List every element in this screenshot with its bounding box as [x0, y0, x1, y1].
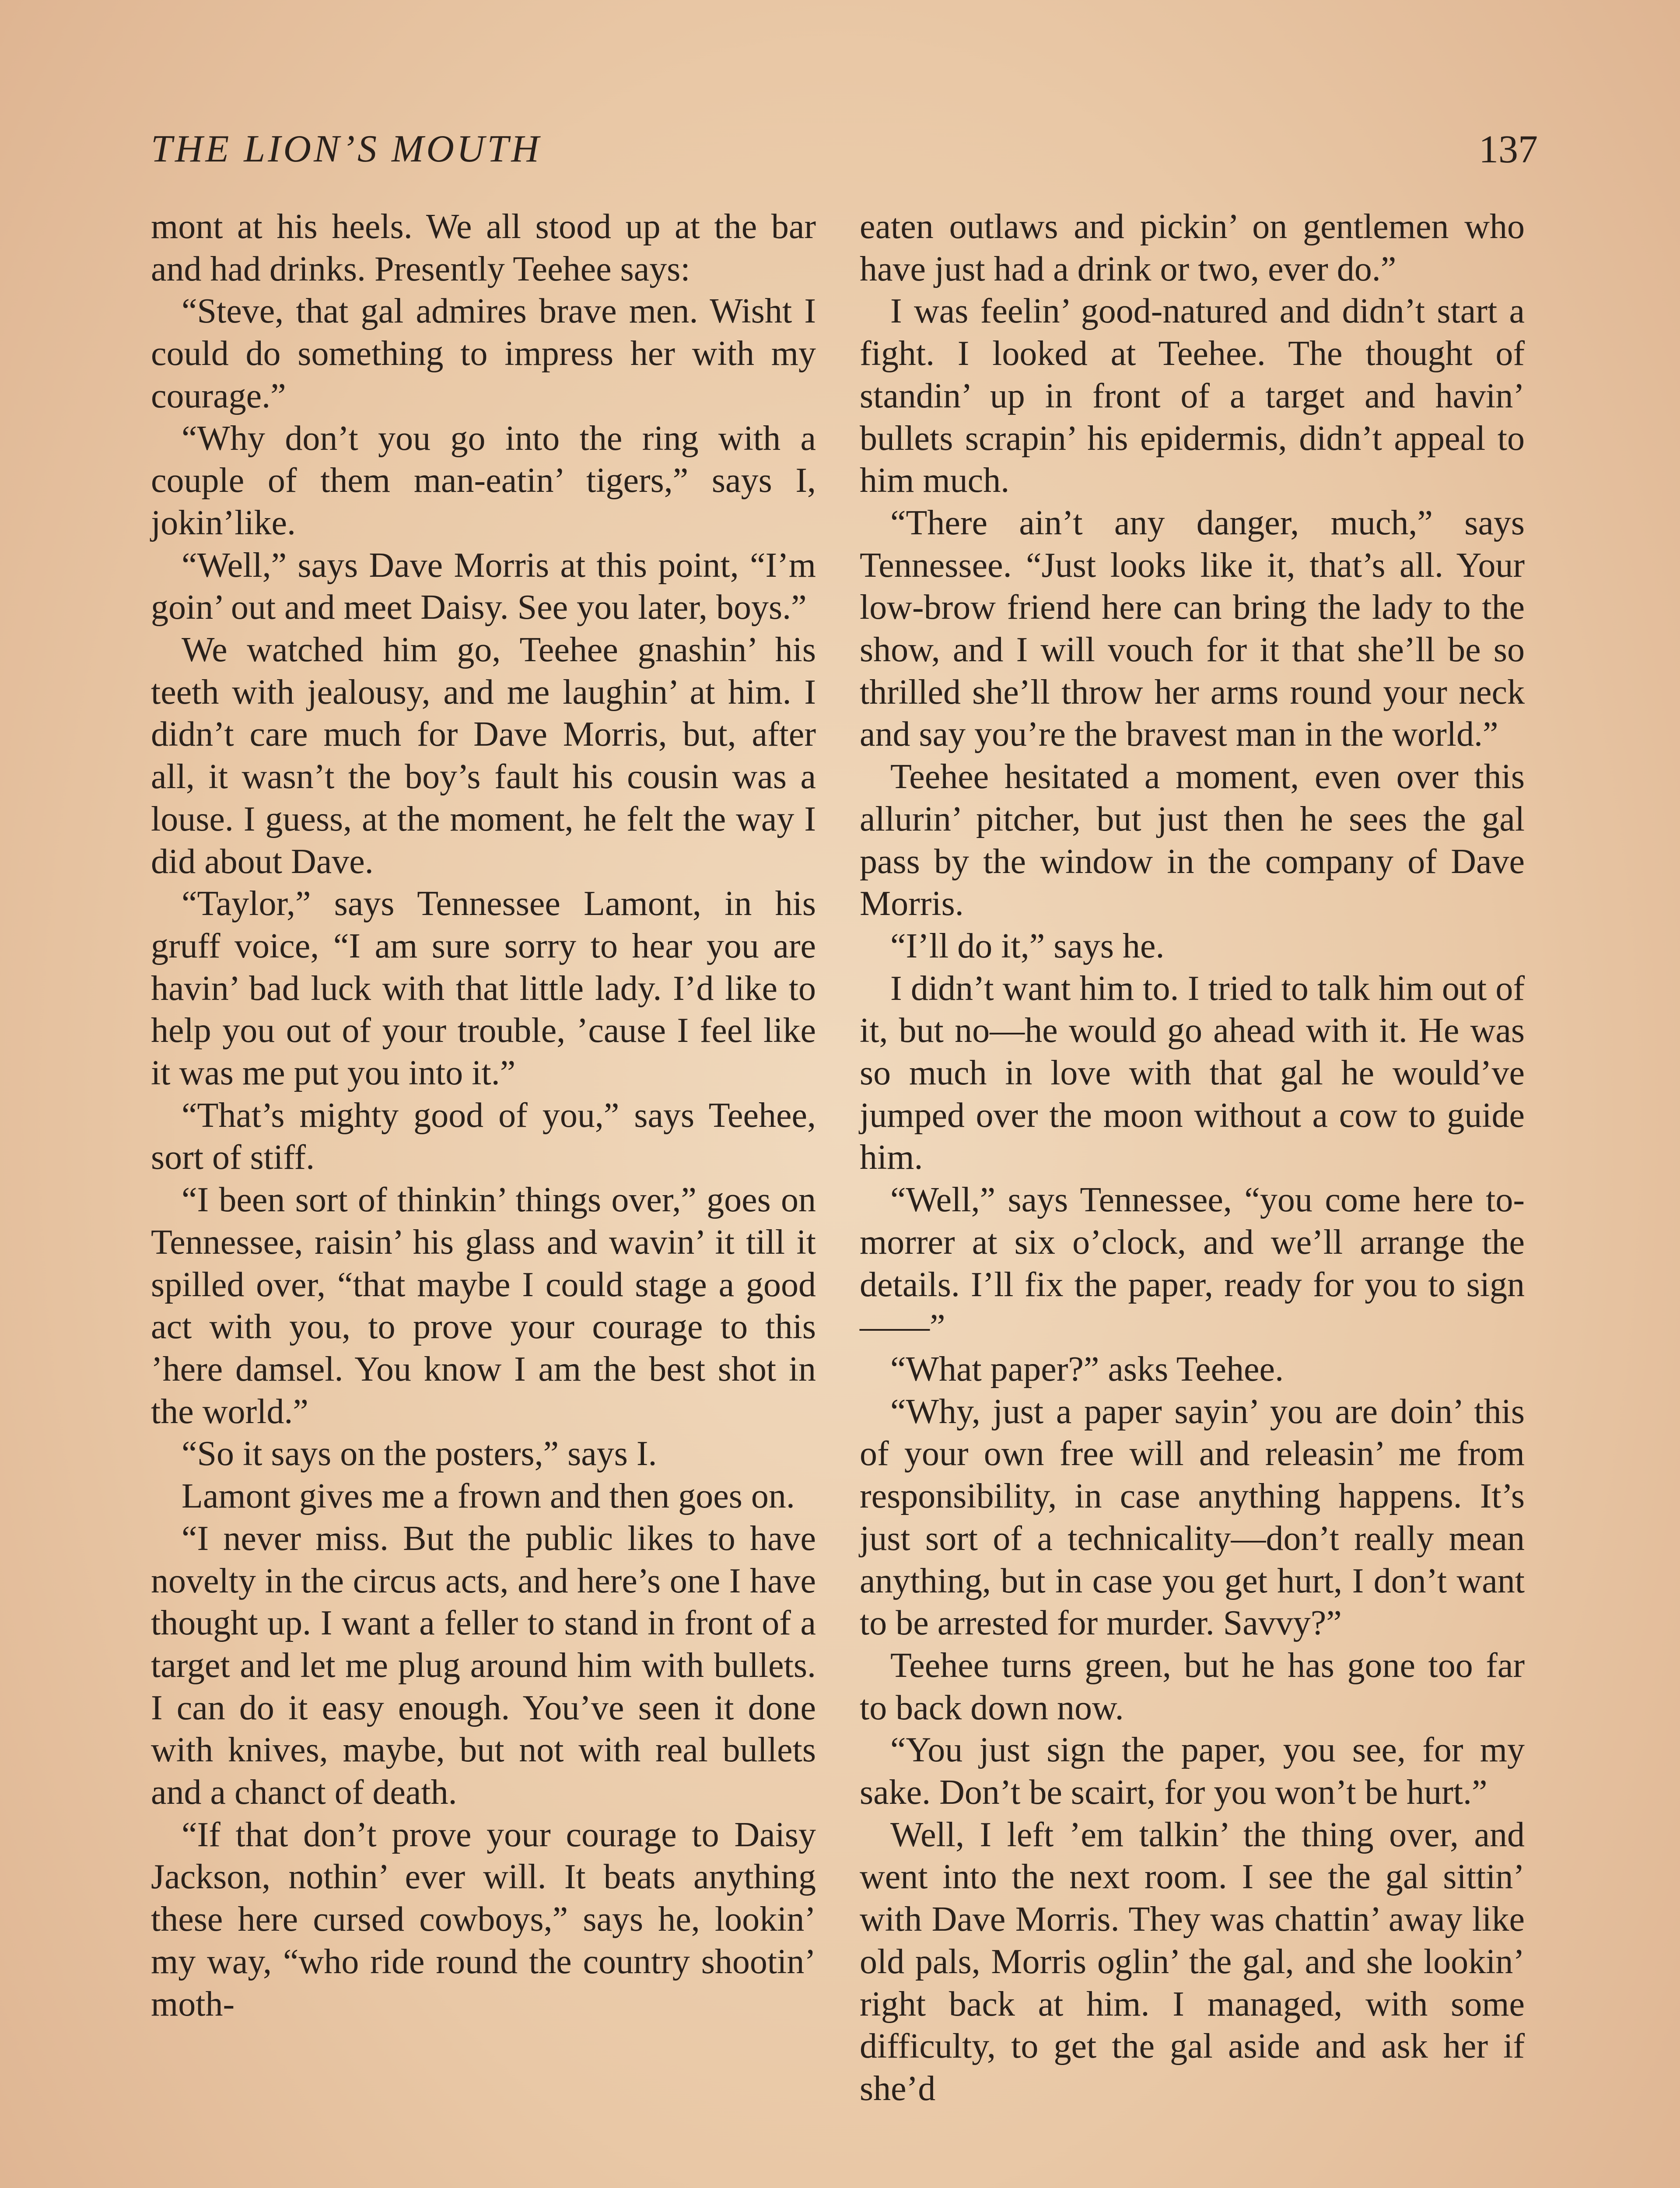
paragraph: “Taylor,” says Tennessee Lamont, in his gruff voice, “I am sure sorry to hear you are havin’ bad luck with that little lady. I’d like to help you out of your trouble, ’cause I feel like it was me put you into it.”	[151, 884, 816, 1093]
paragraph: Lamont gives me a frown and then goes on.	[182, 1477, 795, 1516]
paragraph: Teehee hesitated a moment, even over this allurin’ pitcher, but just then he sees the gal pass by the window in the company of Dave Morris.	[860, 757, 1525, 923]
paragraph: “I’ll do it,” says he.	[890, 926, 1165, 965]
paragraph: Teehee turns green, but he has gone too far to back down now.	[860, 1646, 1525, 1727]
paragraph: “Well,” says Dave Morris at this point, “I’m goin’ out and meet Daisy. See you later, boys.”	[151, 546, 816, 627]
paragraph: “I been sort of thinkin’ things over,” goes on Tennessee, raisin’ his glass and wavin’ it till it spilled over, “that maybe I could stage a good act with you, to prove your courage to this ’here damsel. You know I am the best shot in the world.”	[151, 1181, 816, 1431]
right-column	[860, 206, 1525, 2110]
running-title: THE LION’S MOUTH	[151, 128, 542, 170]
paragraph: “What paper?” asks Teehee.	[890, 1350, 1284, 1389]
paragraph: “You just sign the paper, you see, for my sake. Don’t be scairt, for you won’t be hurt.”	[860, 1731, 1525, 1812]
paragraph: “So it says on the posters,” says I.	[182, 1434, 657, 1473]
paragraph: “Well,” says Tennessee, “you come here to-morrer at six o’clock, and we’ll arrange the details. I’ll fix the paper, ready for you to sign——”	[860, 1181, 1525, 1346]
paragraph: eaten outlaws and pickin’ on gentlemen who have just had a drink or two, ever do.”	[860, 207, 1525, 288]
left-column	[151, 206, 816, 2025]
page-header	[151, 127, 1538, 179]
paragraph: “There ain’t any danger, much,” says Tennessee. “Just looks like it, that’s all. Your low-brow friend here can bring the lady to the show, and I will vouch for it that she’ll be so thrilled she’ll throw her arms round your neck and say you’re the bravest man in the world.”	[860, 503, 1525, 754]
paragraph: I was feelin’ good-natured and didn’t start a fight. I looked at Teehee. The thought of standin’ up in front of a target and havin’ bullets scrapin’ his epidermis, didn’t appeal to him much.	[860, 292, 1525, 500]
paragraph: “I never miss. But the public likes to have novelty in the circus acts, and here’s one I have thought up. I want a feller to stand in front of a target and let me plug around him with bullets. I can do it easy enough. You’ve seen it done with knives, maybe, but not with real bullets and a chanct of death.	[151, 1519, 816, 1812]
paragraph: “Steve, that gal admires brave men. Wisht I could do something to impress her with my courage.”	[151, 292, 816, 415]
paragraph: We watched him go, Teehee gnashin’ his teeth with jealousy, and me laughin’ at him. I didn’t care much for Dave Morris, but, after all, it wasn’t the boy’s fault his cousin was a louse. I guess, at the moment, he felt the way I did about Dave.	[151, 631, 816, 881]
page-number: 137	[1479, 128, 1538, 171]
paragraph: “That’s mighty good of you,” says Teehee, sort of stiff.	[151, 1096, 816, 1177]
paragraph: “Why, just a paper sayin’ you are doin’ this of your own free will and releasin’ me from responsibility, in case anything happens. It’s just sort of a technicality—don’t really mean anything, but in case you get hurt, I don’t want to be arrested for murder. Savvy?”	[860, 1392, 1525, 1643]
paragraph: I didn’t want him to. I tried to talk him out of it, but no—he would go ahead with it. He was so much in love with that gal he would’ve jumped over the moon without a cow to guide him.	[860, 969, 1525, 1177]
paragraph: mont at his heels. We all stood up at the bar and had drinks. Presently Teehee says:	[151, 207, 816, 288]
paragraph: Well, I left ’em talkin’ the thing over, and went into the next room. I see the gal sittin’ with Dave Morris. They was chattin’ away like old pals, Morris oglin’ the gal, and she lookin’ right back at him. I managed, with some difficulty, to get the gal aside and ask her if she’d	[860, 1815, 1525, 2108]
paragraph: “If that don’t prove your courage to Daisy Jackson, nothin’ ever will. It beats anything these here cursed cowboys,” says he, lookin’ my way, “who ride round the country shootin’ moth-	[151, 1815, 816, 2023]
paragraph: “Why don’t you go into the ring with a couple of them man-eatin’ tigers,” says I, jokin’like.	[151, 419, 816, 542]
